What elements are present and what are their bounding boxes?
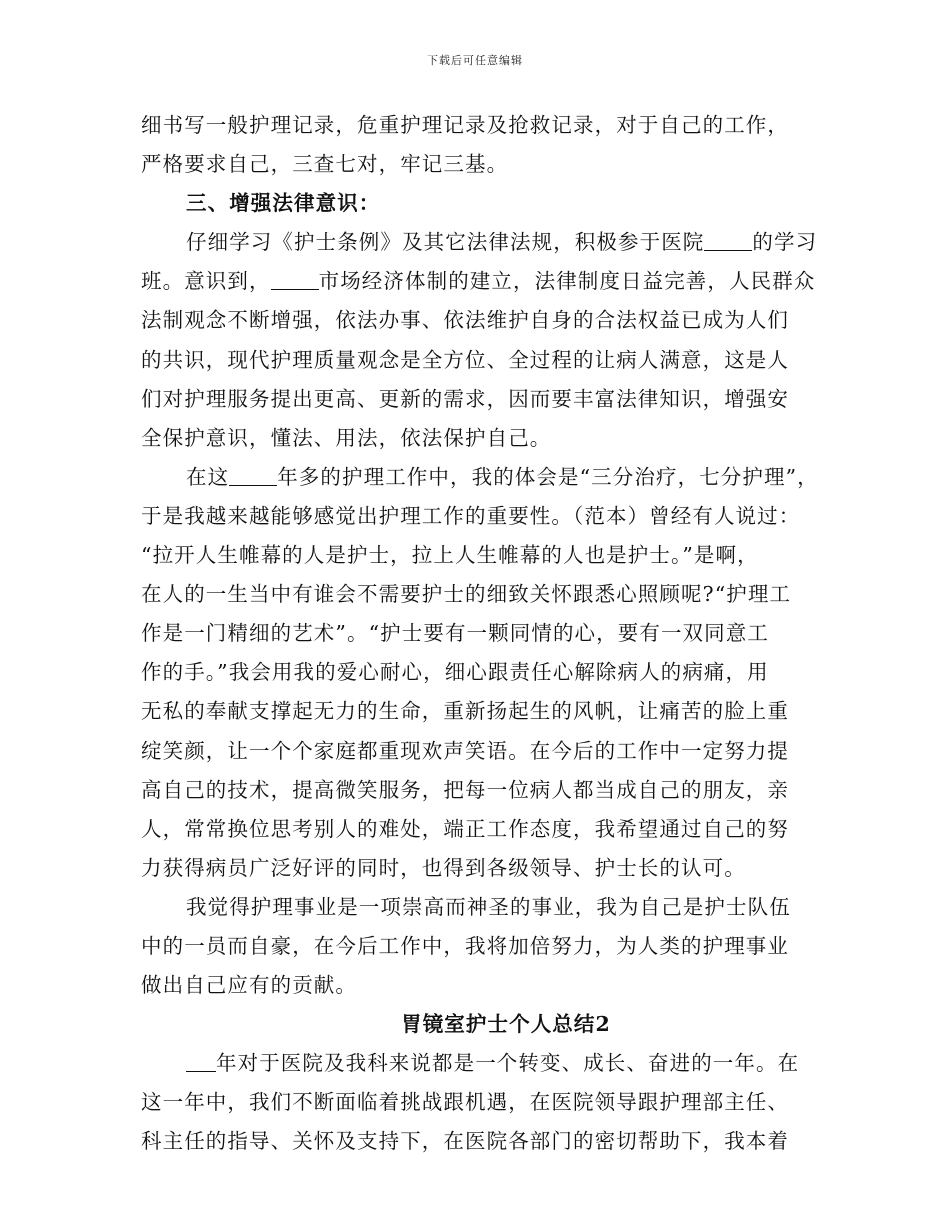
text-line: 人，常常换位思考别人的难处，端正工作态度，我希望通过自己的努	[141, 816, 789, 841]
text-line	[141, 223, 831, 262]
text-line: 高自己的技术，提高微笑服务，把每一位病人都当成自己的朋友，亲	[141, 777, 789, 802]
text-line: 于是我越来越能够感觉出护理工作的重要性。（范本）曾经有人说过：	[141, 503, 801, 528]
text-segment: 年多的护理工作中，我的体会是“三分治疗，七分护理”，	[277, 464, 819, 489]
text-line: 这一年中，我们不断面临着挑战跟机遇，在医院领导跟护理部主任、	[141, 1090, 789, 1115]
text-line: 做出自己应有的贡献。	[141, 973, 357, 998]
text-line: 我觉得护理事业是一项崇高而神圣的事业，我为自己是护士队伍	[186, 894, 791, 919]
text-line: 的共识，现代护理质量观念是全方位、全过程的让病人满意，这是人	[141, 347, 789, 372]
section-heading: 三、增强法律意识：	[186, 191, 381, 216]
blank-underline	[271, 267, 319, 290]
text-line: 们对护理服务提出更高、更新的需求，因而要丰富法律知识，增强安	[141, 386, 789, 411]
text-line: 力获得病员广泛好评的同时，也得到各级领导、护士长的认可。	[141, 855, 746, 880]
text-segment: 市场经济体制的建立，法律制度日益完善，人民群众	[318, 269, 816, 294]
text-line: 作的手。”我会用我的爱心耐心，细心跟责任心解除病人的病痛，用	[141, 660, 769, 685]
document-body	[141, 106, 831, 1162]
text-line: 科主任的指导、关怀及支持下，在医院各部门的密切帮助下，我本着	[141, 1129, 789, 1154]
text-line: 细书写一般护理记录，危重护理记录及抢救记录，对于自己的工作，	[141, 113, 789, 137]
text-line	[141, 1044, 831, 1083]
text-segment: 班。意识到，	[141, 269, 271, 294]
text-segment: 在这	[186, 464, 230, 489]
blank-underline	[704, 228, 752, 251]
text-segment: 的学习	[752, 230, 818, 255]
text-line: 绽笑颜，让一个个家庭都重现欢声笑语。在今后的工作中一定努力提	[141, 738, 789, 763]
text-line: 全保护意识，懂法、用法，依法保护自己。	[141, 425, 552, 450]
header-note: 下载后可任意编辑	[427, 54, 523, 67]
text-line	[141, 262, 831, 301]
text-line: 作是一门精细的艺术”。“护士要有一颗同情的心，要有一双同意工	[141, 621, 769, 646]
text-line: “拉开人生帷幕的人是护士，拉上人生帷幕的人也是护士。”是啊，	[141, 543, 759, 568]
section-title: 胃镜室护士个人总结2	[401, 1012, 611, 1037]
text-segment: 仔细学习《护士条例》及其它法律法规，积极参于医院	[186, 230, 705, 255]
text-line: 无私的奉献支撑起无力的生命，重新扬起生的风帆，让痛苦的脸上重	[141, 699, 789, 724]
text-line	[141, 458, 831, 497]
text-line: 在人的一生当中有谁会不需要护士的细致关怀跟悉心照顾呢?“护理工	[141, 582, 792, 607]
text-line: 严格要求自己，三查七对，牢记三基。	[141, 152, 509, 177]
text-line: 法制观念不断增强，依法办事、依法维护自身的合法权益已成为人们	[141, 308, 789, 333]
text-line: 中的一员而自豪，在今后工作中，我将加倍努力，为人类的护理事业	[141, 933, 789, 958]
text-segment: 年对于医院及我科来说都是一个转变、成长、奋进的一年。在	[216, 1051, 800, 1076]
blank-underline	[186, 1049, 216, 1072]
blank-underline	[229, 463, 277, 486]
